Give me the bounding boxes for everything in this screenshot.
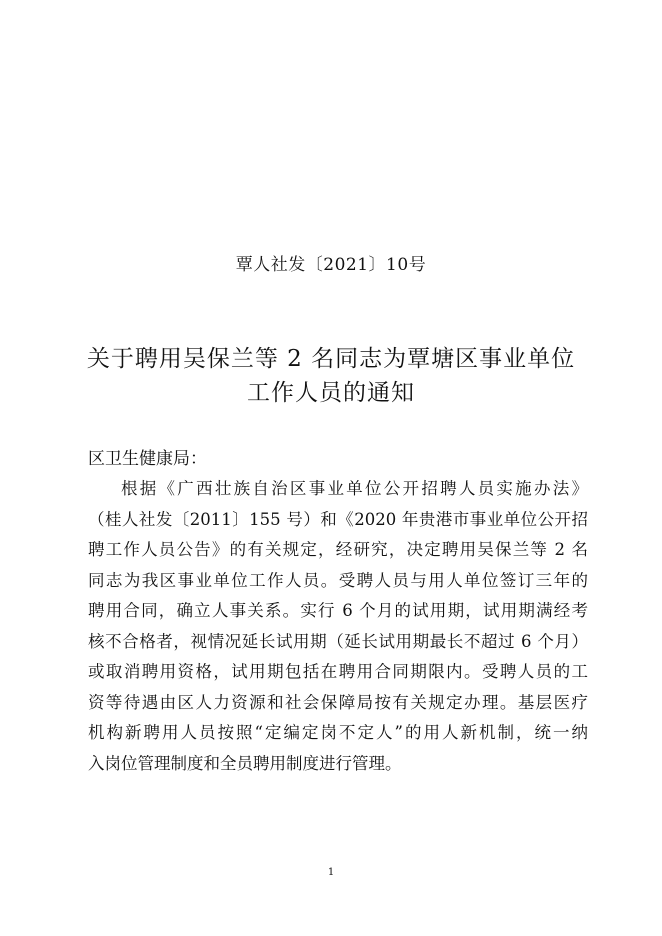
body-line: 资等待遇由区人力资源和社会保障局按有关规定办理。基层医疗 (88, 692, 588, 712)
body-line: 根据《广西壮族自治区事业单位公开招聘人员实施办法》 (121, 479, 588, 498)
document-title (60, 342, 602, 410)
addressee: 区卫生健康局： (88, 449, 207, 469)
body-line: 聘工作人员公告》的有关规定，经研究，决定聘用吴保兰等 2 名 (88, 540, 588, 559)
document-title-line-1: 关于聘用吴保兰等 2 名同志为覃塘区事业单位 (86, 346, 576, 372)
body-line: 机构新聘用人员按照“定编定岗不定人”的用人新机制，统一纳 (88, 723, 588, 742)
page-number: 1 (327, 867, 335, 878)
body-line: 或取消聘用资格，试用期包括在聘用合同期限内。受聘人员的工 (88, 662, 588, 681)
body-line: 核不合格者，视情况延长试用期（延长试用期最长不超过 6 个月） (88, 631, 588, 651)
body-line: 入岗位管理制度和全员聘用制度进行管理。 (88, 753, 402, 773)
body-line: 聘用合同，确立人事关系。实行 6 个月的试用期，试用期满经考 (88, 601, 588, 620)
body-line: 同志为我区事业单位工作人员。受聘人员与用人单位签订三年的 (88, 570, 588, 590)
document-number: 覃人社发〔2021〕10号 (235, 255, 427, 275)
body-line: （桂人社发〔2011〕155 号）和《2020 年贵港市事业单位公开招 (88, 509, 588, 529)
document-title-line-2: 工作人员的通知 (247, 380, 415, 406)
body-paragraph (88, 477, 588, 782)
